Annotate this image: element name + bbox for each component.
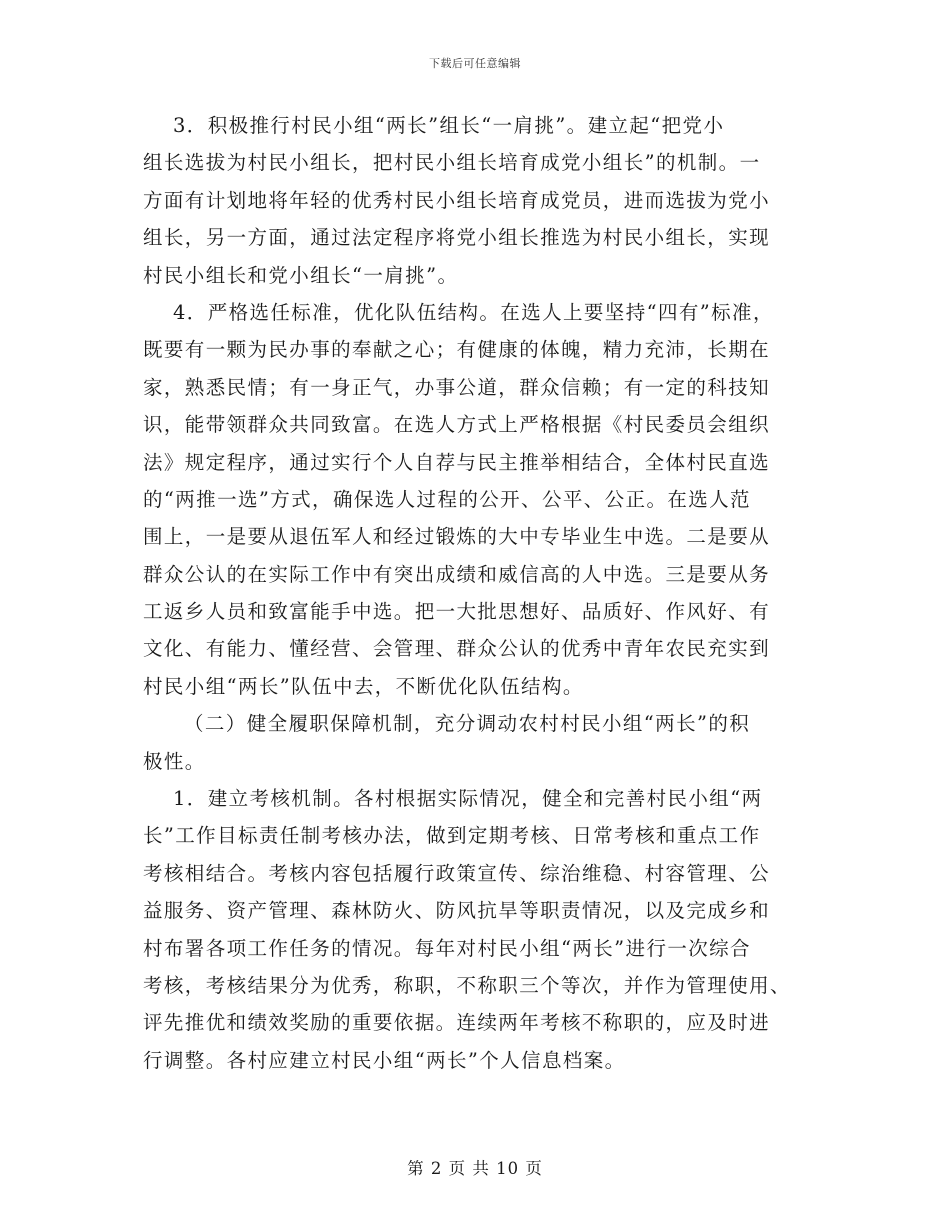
text-line: 3．积极推行村民小组“两长”组长“一肩挑”。建立起“把党小 <box>173 114 725 137</box>
page-header-note: 下载后可任意编辑 <box>429 57 521 70</box>
text-line: 的“两推一选”方式，确保选人过程的公开、公平、公正。在选人范 <box>143 487 751 511</box>
text-line: 识，能带领群众共同致富。在选人方式上严格根据《村民委员会组织 <box>143 413 771 437</box>
text-line: 村民小组长和党小组长“一肩挑”。 <box>143 263 459 287</box>
text-line: 组长，另一方面，通过法定程序将党小组长推选为村民小组长，实现 <box>143 226 771 250</box>
text-line: 既要有一颗为民办事的奉献之心；有健康的体魄，精力充沛，长期在 <box>143 338 771 362</box>
text-line: 群众公认的在实际工作中有突出成绩和威信高的人中选。三是要从务 <box>143 562 771 586</box>
document-body <box>143 107 833 1079</box>
text-line: 评先推优和绩效奖励的重要依据。连续两年考核不称职的，应及时进 <box>143 1011 771 1035</box>
text-line: 方面有计划地将年轻的优秀村民小组长培育成党员，进而选拔为党小 <box>143 188 771 212</box>
section-heading-continued: 极性。 <box>143 749 206 773</box>
text-line: 长”工作目标责任制考核办法，做到定期考核、日常考核和重点工作 <box>143 824 761 848</box>
text-line: 围上，一是要从退伍军人和经过锻炼的大中专毕业生中选。二是要从 <box>143 525 771 549</box>
text-line: 1．建立考核机制。各村根据实际情况，健全和完善村民小组“两 <box>173 787 763 811</box>
text-line: 行调整。各村应建立村民小组“两长”个人信息档案。 <box>143 1048 626 1072</box>
text-line: 考核相结合。考核内容包括履行政策宣传、综治维稳、村容管理、公 <box>143 861 771 885</box>
text-line: 文化、有能力、懂经营、会管理、群众公认的优秀中青年农民充实到 <box>143 637 771 661</box>
section-heading: （二）健全履职保障机制，充分调动农村村民小组“两长”的积 <box>184 712 751 736</box>
text-line: 组长选拔为村民小组长，把村民小组长培育成党小组长”的机制。一 <box>143 151 761 175</box>
text-line: 工返乡人员和致富能手中选。把一大批思想好、品质好、作风好、有 <box>143 600 771 624</box>
page-number-footer: 第 2 页 共 10 页 <box>407 1159 543 1178</box>
text-line: 村布署各项工作任务的情况。每年对村民小组“两长”进行一次综合 <box>143 936 751 960</box>
text-line: 4．严格选任标准，优化队伍结构。在选人上要坚持“四有”标准， <box>173 300 774 324</box>
text-line: 考核，考核结果分为优秀，称职，不称职三个等次，并作为管理使用、 <box>143 973 791 997</box>
text-line: 法》规定程序，通过实行个人自荐与民主推举相结合，全体村民直选 <box>143 450 771 474</box>
text-line: 村民小组“两长”队伍中去，不断优化队伍结构。 <box>143 674 584 698</box>
text-line: 家，熟悉民情；有一身正气，办事公道，群众信赖；有一定的科技知 <box>143 375 771 399</box>
text-line: 益服务、资产管理、森林防火、防风抗旱等职责情况，以及完成乡和 <box>143 899 771 923</box>
